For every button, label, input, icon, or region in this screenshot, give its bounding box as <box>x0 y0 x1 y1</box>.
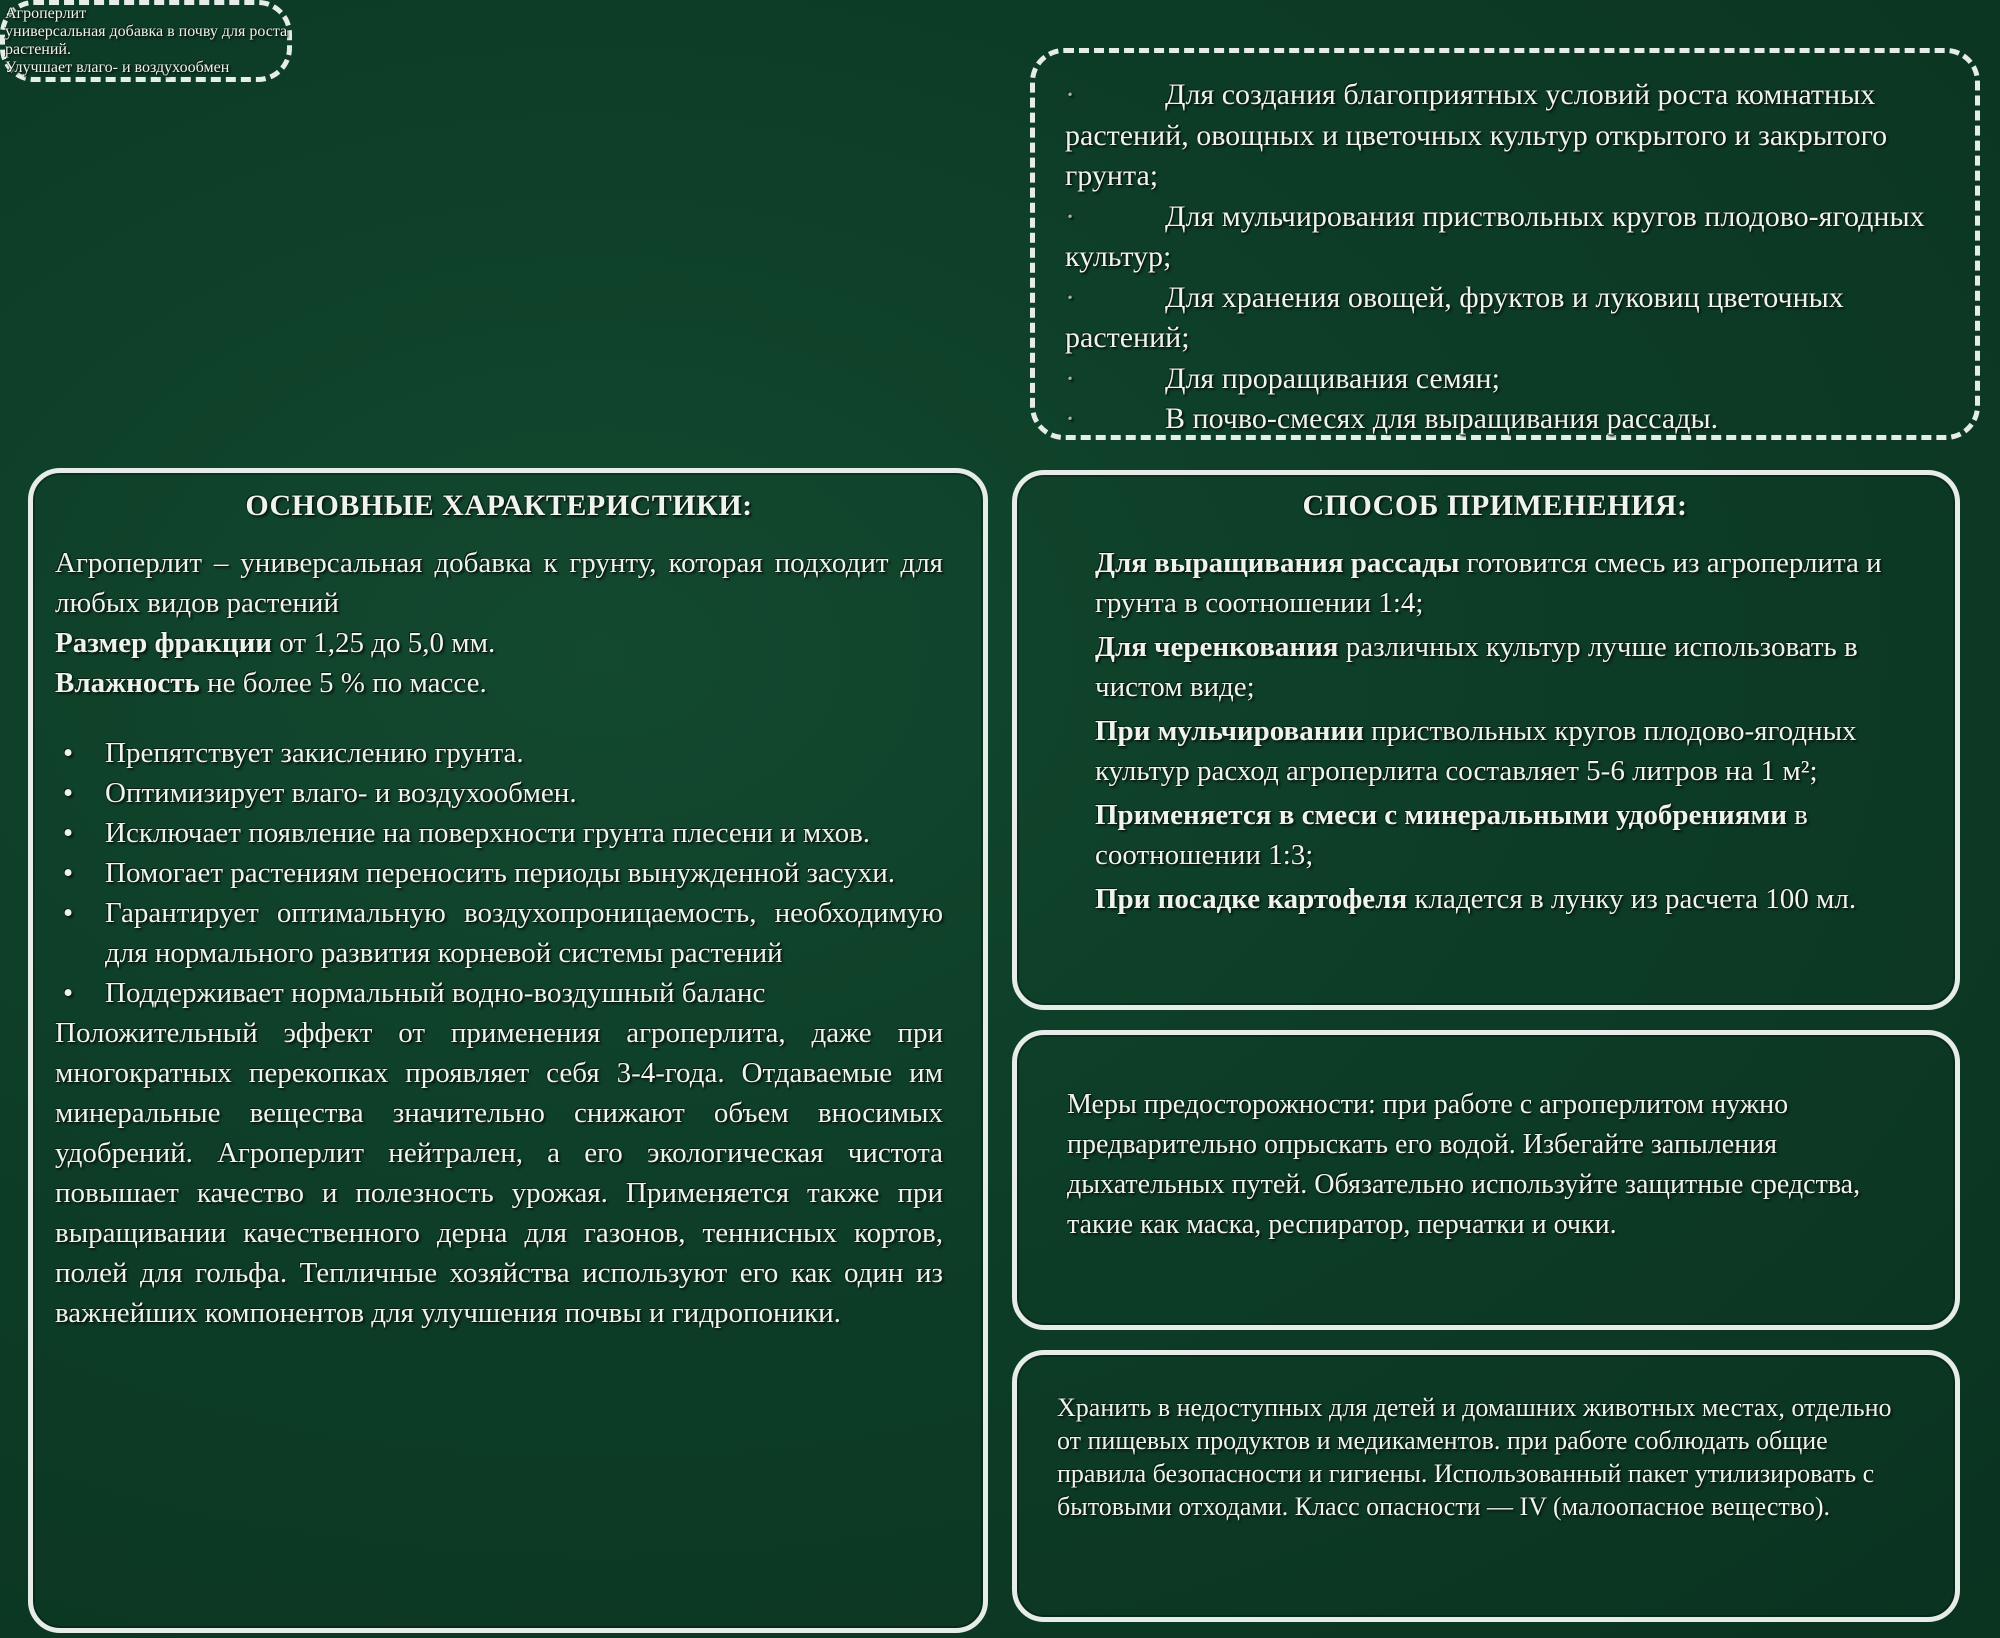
bullet-icon: • <box>63 817 74 849</box>
subtitle-line: универсальная добавка в почву для роста <box>5 23 288 40</box>
fraction-line: Размер фракции от 1,25 до 5,0 мм. <box>55 627 496 659</box>
precautions-text: Меры предосторожности: при работе с агроперлитом нужно предварительно опрыскать его водой. Избегайте запыления дыхательных путей. Обязательно используйте защитные средства, такие как маска, респиратор, перчатки и очки. <box>1067 1089 1861 1240</box>
method-item: При посадке картофеля кладется в лунку из расчета 100 мл. <box>1095 883 1857 915</box>
characteristics-item: • Препятствует закислению грунта. <box>55 733 943 773</box>
uses-item: · Для мульчирования приствольных кругов плодово-ягодных культур; <box>1065 197 1945 278</box>
uses-item: · Для хранения овощей, фруктов и луковиц цветочных растений; <box>1065 278 1945 359</box>
method-item: Для выращивания рассады готовится смесь из агроперлита и грунта в соотношении 1:4; <box>1095 547 1882 619</box>
characteristics-item: • Помогает растениям переносить периоды вынужденной засухи. <box>55 853 943 893</box>
bullet-icon: · <box>1065 199 1075 233</box>
product-title: Агроперлит <box>5 5 87 22</box>
subtitle-line: растений. <box>5 41 71 58</box>
characteristics-item: • Поддерживает нормальный водно-воздушный баланс <box>55 973 943 1013</box>
characteristics-panel <box>28 468 988 1633</box>
bullet-icon: · <box>1065 280 1075 314</box>
method-item: При мульчировании приствольных кругов плодово-ягодных культур расход агроперлита составляет 5-6 литров на 1 м²; <box>1095 715 1857 787</box>
storage-text: Хранить в недоступных для детей и домашних животных местах, отдельно от пищевых продуктов и медикаментов. при работе соблюдать общие правила безопасности и гигиены. Использованный пакет утилизировать с бытовыми отходами. Класс опасности — IV (малоопасное вещество). <box>1057 1393 1892 1521</box>
characteristics-item: • Исключает появление на поверхности грунта плесени и мхов. <box>55 813 943 853</box>
precautions-panel <box>1012 1030 1960 1330</box>
uses-item: · Для проращивания семян; <box>1065 359 1945 400</box>
characteristics-heading: ОСНОВНЫЕ ХАРАКТЕРИСТИКИ: <box>245 489 753 522</box>
uses-list <box>1065 75 1945 440</box>
bullet-icon: • <box>63 857 74 889</box>
bullet-icon: • <box>63 777 74 809</box>
moisture-line: Влажность не более 5 % по массе. <box>55 667 487 699</box>
bullet-icon: · <box>1065 78 1075 111</box>
uses-item: · Для создания благоприятных условий роста комнатных растений, овощных и цветочных культур открытого и закрытого грунта; <box>1065 75 1945 197</box>
uses-panel <box>1030 48 1980 440</box>
bullet-icon: • <box>63 897 74 929</box>
storage-panel <box>1012 1350 1960 1622</box>
characteristics-item: • Оптимизирует влаго- и воздухообмен. <box>55 773 943 813</box>
bullet-icon: · <box>1065 402 1075 435</box>
product-subtitle <box>5 23 287 77</box>
method-item: Для черенкования различных культур лучше использовать в чистом виде; <box>1095 631 1858 703</box>
characteristics-intro: Агроперлит – универсальная добавка к грунту, которая подходит для любых видов растений <box>55 547 943 619</box>
title-panel <box>0 0 292 82</box>
bullet-icon: • <box>63 737 74 769</box>
method-panel <box>1012 470 1960 1010</box>
characteristics-item: • Гарантирует оптимальную воздухопроницаемость, необходимую для нормального развития корневой системы растений <box>55 893 943 973</box>
bullet-icon: • <box>63 977 74 1009</box>
characteristics-outro: Положительный эффект от применения агроперлита, даже при многократных перекопках проявляет себя 3-4-года. Отдаваемые им минеральные вещества значительно снижают объем вносимых удобрений. Агроперлит нейтрален, а его экологическая чистота повышает качество и полезность урожая. Применяется также при выращивании качественного дерна для газонов, теннисных кортов, полей для гольфа. Тепличные хозяйства используют его как один из важнейших компонентов для улучшения почвы и гидропоники. <box>55 1017 943 1329</box>
method-heading: СПОСОБ ПРИМЕНЕНИЯ: <box>1302 489 1688 522</box>
uses-item: · В почво-смесях для выращивания рассады. <box>1065 399 1945 440</box>
subtitle-line: Улучшает влаго- и воздухообмен <box>5 59 230 76</box>
method-item: Применяется в смеси с минеральными удобрениями в соотношении 1:3; <box>1095 799 1808 871</box>
bullet-icon: · <box>1065 361 1075 395</box>
characteristics-list <box>55 733 943 1013</box>
